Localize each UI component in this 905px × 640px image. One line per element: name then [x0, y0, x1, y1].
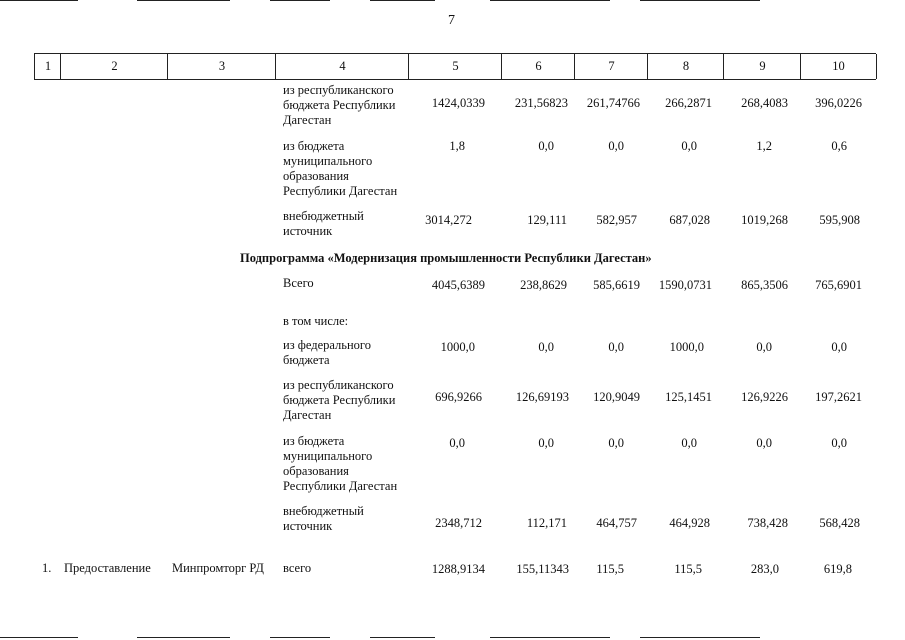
cell-col-6: 231,56823	[514, 96, 568, 110]
cell-col-5: 2348,712	[435, 516, 482, 530]
cell-col-10: 0,0	[831, 340, 847, 354]
cell-col-7: 261,74766	[586, 96, 640, 110]
cell-col-8: 0,0	[681, 436, 697, 450]
row-label: из республиканского бюджета Республики Дагестан	[283, 83, 396, 127]
cell-col-6: 126,69193	[515, 390, 569, 404]
scan-line	[640, 0, 760, 1]
measure-name: Предоставление	[64, 561, 151, 575]
cell-col-9: 0,0	[756, 340, 772, 354]
cell-col-5: 0,0	[449, 436, 465, 450]
cell-col-7: 582,957	[596, 213, 637, 227]
cell-col-6: 0,0	[538, 436, 554, 450]
cell-col-10: 0,0	[831, 436, 847, 450]
cell-col-6: 112,171	[526, 516, 567, 530]
cell-col-10: 765,6901	[815, 278, 862, 292]
cell-col-10: 197,2621	[815, 390, 862, 404]
row-label: из бюджета муниципального образования Республики Дагестан	[283, 434, 398, 493]
header-col-9: 9	[723, 54, 801, 79]
cell-col-8: 1590,0731	[658, 278, 712, 292]
cell-col-6: 238,8629	[520, 278, 567, 292]
scan-line	[137, 637, 230, 638]
header-col-8: 8	[647, 54, 724, 79]
subprogram-title: Подпрограмма «Модернизация промышленности Республики Дагестан»	[240, 251, 652, 265]
cell-col-8: 125,1451	[665, 390, 712, 404]
cell-col-5: 4045,6389	[431, 278, 485, 292]
cell-col-5: 696,9266	[435, 390, 482, 404]
cell-col-7: 0,0	[608, 436, 624, 450]
scan-line	[370, 637, 435, 638]
row-label: из республиканского бюджета Республики Дагестан	[283, 378, 396, 422]
row-label: Всего	[283, 276, 314, 290]
header-col-1: 1	[34, 54, 61, 79]
header-col-5: 5	[408, 54, 502, 79]
scan-line	[0, 637, 78, 638]
header-col-2: 2	[60, 54, 168, 79]
row-label: из федерального бюджета	[283, 338, 371, 367]
executor: Минпромторг РД	[172, 561, 264, 575]
scan-line	[137, 0, 230, 1]
cell-col-9: 1,2	[756, 139, 772, 153]
cell-col-10: 568,428	[819, 516, 860, 530]
scan-line	[490, 637, 610, 638]
cell-col-9: 1019,268	[741, 213, 788, 227]
cell-col-5: 1288,9134	[431, 562, 485, 576]
cell-col-10: 396,0226	[815, 96, 862, 110]
header-col-3: 3	[167, 54, 276, 79]
cell-col-9: 283,0	[750, 562, 779, 576]
scan-line	[270, 637, 330, 638]
cell-col-8: 1000,0	[669, 340, 704, 354]
cell-col-5: 1000,0	[440, 340, 475, 354]
cell-col-8: 115,5	[674, 562, 702, 576]
page-number: 7	[448, 13, 455, 28]
scan-line	[0, 0, 78, 1]
row-label: из бюджета муниципального образования Республики Дагестан	[283, 139, 398, 198]
cell-col-9: 738,428	[747, 516, 788, 530]
table-header	[34, 53, 876, 80]
scan-line	[370, 0, 435, 1]
cell-col-7: 0,0	[608, 139, 624, 153]
cell-col-6: 155,11343	[516, 562, 569, 576]
cell-col-9: 268,4083	[741, 96, 788, 110]
cell-col-7: 464,757	[596, 516, 637, 530]
cell-col-7: 120,9049	[593, 390, 640, 404]
cell-col-5: 1,8	[449, 139, 465, 153]
header-col-10: 10	[800, 54, 877, 79]
cell-col-9: 126,9226	[741, 390, 788, 404]
cell-col-10: 0,6	[831, 139, 847, 153]
header-col-7: 7	[574, 54, 648, 79]
row-label: всего	[283, 561, 312, 575]
cell-col-8: 0,0	[681, 139, 697, 153]
cell-col-7: 585,6619	[593, 278, 640, 292]
scan-line	[640, 637, 760, 638]
scan-line	[270, 0, 330, 1]
row-label: внебюджетный источник	[283, 209, 364, 238]
cell-col-5: 3014,272	[425, 213, 472, 227]
cell-col-8: 266,2871	[665, 96, 712, 110]
scan-line	[490, 0, 610, 1]
cell-col-8: 464,928	[669, 516, 710, 530]
header-col-4: 4	[275, 54, 409, 79]
cell-col-6: 0,0	[538, 139, 554, 153]
cell-col-9: 865,3506	[741, 278, 788, 292]
cell-col-5: 1424,0339	[431, 96, 485, 110]
cell-col-6: 0,0	[538, 340, 554, 354]
cell-col-8: 687,028	[669, 213, 710, 227]
row-number: 1.	[42, 561, 52, 575]
cell-col-10: 619,8	[823, 562, 852, 576]
cell-col-7: 0,0	[608, 340, 624, 354]
cell-col-6: 129,111	[527, 213, 567, 227]
row-label: внебюджетный источник	[283, 504, 364, 533]
cell-col-10: 595,908	[819, 213, 860, 227]
cell-col-9: 0,0	[756, 436, 772, 450]
row-label: в том числе:	[283, 314, 349, 328]
header-col-6: 6	[501, 54, 575, 79]
cell-col-7: 115,5	[596, 562, 624, 576]
